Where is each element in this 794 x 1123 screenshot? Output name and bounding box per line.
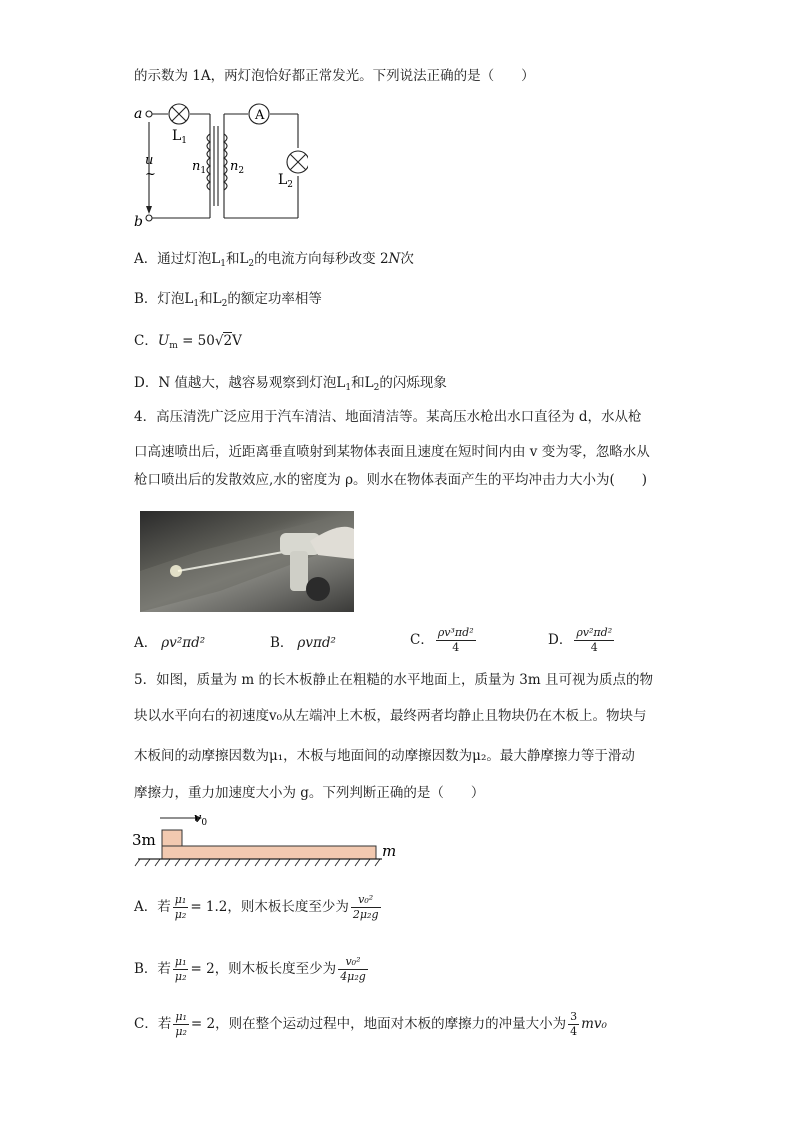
q5-option-c: C．若 $\frac{\text{μ₁}}{\text{μ₂}}$ = 2，则在整个运动过程中，地面对木板的摩擦力的冲量大小为 $\frac{3}{4}$ mv₀: [134, 1010, 607, 1038]
q5-line-1: 5．如图，质量为 m 的长木板静止在粗糙的水平地面上，质量为 3m 且可视为质点的物: [134, 672, 653, 688]
board-mass-label: m: [382, 842, 397, 860]
terminal-a-label: a: [134, 106, 143, 122]
q5-line-3: 木板间的动摩擦因数为μ₁，木板与地面间的动摩擦因数为μ₂。最大静摩擦力等于滑动: [134, 748, 635, 764]
q4-option-b: B． ρvπd²: [270, 635, 336, 651]
n2-label: $n_2$: [230, 159, 245, 176]
q4-line-1: 4．高压清洗广泛应用于汽车清洁、地面清洁等。某高压水枪出水口直径为 d，水从枪: [134, 409, 642, 425]
q5-line-4: 摩擦力，重力加速度大小为 g。下列判断正确的是（ ）: [134, 785, 485, 801]
q4-option-d: D． $\frac{\text{ρv²πd²}}{4}$: [548, 626, 613, 654]
q4-option-a: A． ρv²πd²: [134, 635, 206, 651]
q3-option-d: D．N 值越大，越容易观察到灯泡$L_1$和$L_2$的闪烁现象: [134, 375, 447, 393]
block-board-figure: [130, 808, 420, 868]
q3-option-a: A．通过灯泡$L_1$和$L_2$的电流方向每秒改变 2N次: [134, 251, 414, 269]
q3-option-c: C．$U_m = 50√2V$: [134, 333, 242, 351]
q5-option-a: A．若 $\frac{\text{μ₁}}{\text{μ₂}}$ = 1.2，则木板长度至少为 $\frac{\text{v₀²}}{\text{2μ₂g}}$: [134, 893, 379, 921]
v0-label: $v_0$: [194, 811, 208, 828]
ac-symbol: ~: [145, 167, 156, 182]
lamp-l1-label: $L_1$: [172, 128, 188, 146]
terminal-b-label: b: [134, 214, 143, 230]
q4-line-2: 口高速喷出后，近距离垂直喷射到某物体表面且速度在短时间内由 v 变为零，忽略水从: [134, 444, 650, 460]
q5-line-2: 块以水平向右的初速度v₀从左端冲上木板，最终两者均静止且物块仍在木板上。物块与: [134, 708, 647, 724]
n1-label: $n_1$: [192, 159, 207, 176]
q3-option-b: B．灯泡$L_1$和$L_2$的额定功率相等: [134, 291, 322, 309]
q4-line-3: 枪口喷出后的发散效应,水的密度为 ρ。则水在物体表面产生的平均冲击力大小为( ): [134, 472, 648, 488]
voltage-u-label: u: [145, 153, 154, 168]
block-mass-label: 3m: [132, 831, 156, 849]
q4-option-c: C． $\frac{\text{ρv³πd²}}{4}$: [410, 626, 474, 654]
pressure-washer-photo: [140, 511, 354, 612]
ammeter-label: A: [255, 108, 265, 123]
lamp-l2-label: $L_2$: [278, 172, 294, 190]
q5-option-b: B．若 $\frac{\text{μ₁}}{\text{μ₂}}$ = 2，则木板长度至少为 $\frac{\text{v₀²}}{\text{4μ₂g}}$: [134, 955, 366, 983]
transformer-circuit-diagram: [128, 96, 308, 231]
question-3-stem-tail: 的示数为 1A，两灯泡恰好都正常发光。下列说法正确的是（ ）: [134, 68, 535, 84]
